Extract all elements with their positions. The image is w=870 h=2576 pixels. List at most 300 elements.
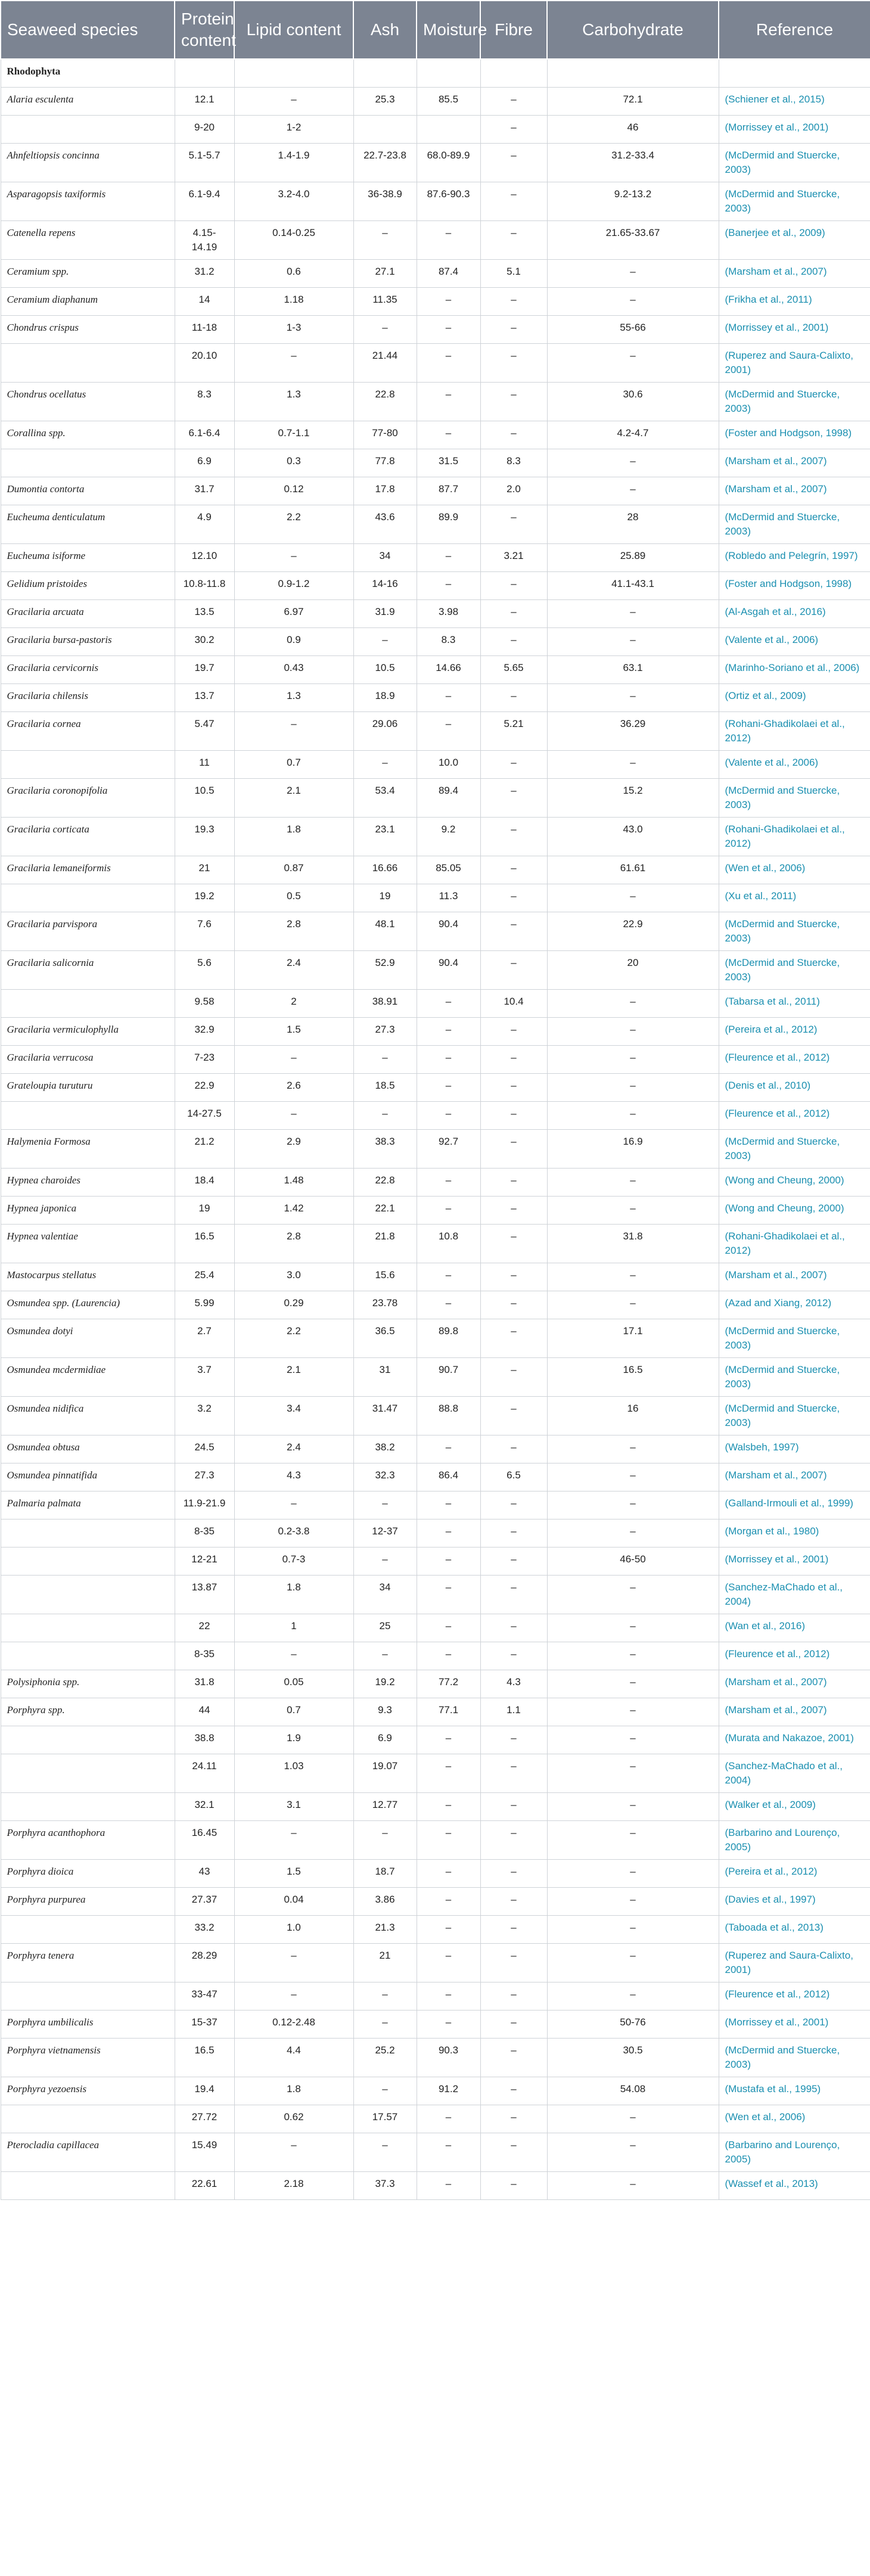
cell-species: Dumontia contorta [1,477,175,505]
cell-reference[interactable]: (Morrissey et al., 2001) [719,1548,870,1576]
table-row [1,1046,870,1074]
cell-reference[interactable]: (Walker et al., 2009) [719,1793,870,1821]
cell-lipid: 3.1 [234,1793,353,1821]
cell-fibre: – [480,2077,547,2105]
cell-ash: 27.3 [353,1018,417,1046]
cell-ash: 18.5 [353,1074,417,1102]
cell-species: Hypnea valentiae [1,1225,175,1263]
cell-species: Hypnea japonica [1,1197,175,1225]
cell-reference[interactable]: (McDermid and Stuercke, 2003) [719,912,870,951]
cell-ash: 38.2 [353,1435,417,1463]
cell-fibre: – [480,1754,547,1793]
cell-fibre: – [480,1520,547,1548]
cell-lipid: 3.4 [234,1397,353,1435]
cell-lipid: 1.9 [234,1726,353,1754]
table-row [1,712,870,751]
cell-moisture: – [417,383,480,421]
cell-reference[interactable]: (Mustafa et al., 1995) [719,2077,870,2105]
header-carbohydrate: Carbohydrate [547,1,719,59]
cell-moisture: 85.5 [417,88,480,116]
cell-reference[interactable]: (Foster and Hodgson, 1998) [719,421,870,449]
cell-lipid: 6.97 [234,600,353,628]
table-row [1,1463,870,1491]
cell-lipid: 0.6 [234,260,353,288]
cell-protein: 18.4 [175,1169,234,1197]
cell-reference[interactable]: (Azad and Xiang, 2012) [719,1291,870,1319]
cell-fibre: – [480,182,547,221]
cell-species [1,2172,175,2200]
cell-species: Palmaria palmata [1,1491,175,1520]
cell-moisture: – [417,221,480,260]
table-row [1,1358,870,1397]
cell-protein: 5.6 [175,951,234,990]
cell-fibre: – [480,1074,547,1102]
cell-carbohydrate: – [547,1576,719,1614]
cell-moisture: – [417,684,480,712]
cell-reference[interactable]: (McDermid and Stuercke, 2003) [719,1130,870,1169]
cell-carbohydrate: – [547,628,719,656]
cell-fibre: – [480,884,547,912]
cell-reference[interactable]: (Marsham et al., 2007) [719,1698,870,1726]
cell-reference[interactable]: (Wan et al., 2016) [719,1614,870,1642]
cell-moisture: 89.9 [417,505,480,544]
cell-reference[interactable]: (Sanchez-MaChado et al., 2004) [719,1754,870,1793]
cell-species: Gracilaria cornea [1,712,175,751]
cell-moisture: 90.7 [417,1358,480,1397]
cell-lipid: 1.48 [234,1169,353,1197]
cell-ash: – [353,1548,417,1576]
table-row [1,751,870,779]
table-row [1,1754,870,1793]
table-row [1,1944,870,1983]
cell-reference[interactable]: (Morrissey et al., 2001) [719,316,870,344]
cell-protein: 3.7 [175,1358,234,1397]
cell-fibre: – [480,600,547,628]
cell-ash: 31 [353,1358,417,1397]
header-species: Seaweed species [1,1,175,59]
cell-species [1,884,175,912]
cell-reference[interactable]: (Foster and Hodgson, 1998) [719,572,870,600]
cell-ash: 25 [353,1614,417,1642]
cell-species [1,1614,175,1642]
cell-carbohydrate: – [547,1614,719,1642]
table-row [1,144,870,182]
cell-moisture: – [417,1046,480,1074]
cell-fibre: – [480,2011,547,2039]
cell-reference[interactable]: (Murata and Nakazoe, 2001) [719,1726,870,1754]
cell-moisture: – [417,421,480,449]
cell-reference[interactable]: (Al-Asgah et al., 2016) [719,600,870,628]
table-row [1,1642,870,1670]
cell-ash: 36-38.9 [353,182,417,221]
cell-carbohydrate: – [547,1046,719,1074]
cell-reference[interactable]: (Barbarino and Lourenço, 2005) [719,2133,870,2172]
cell-moisture: 91.2 [417,2077,480,2105]
table-row [1,1397,870,1435]
cell-carbohydrate: – [547,1888,719,1916]
cell-moisture: – [417,1197,480,1225]
cell-reference[interactable]: (McDermid and Stuercke, 2003) [719,383,870,421]
cell-moisture: 10.8 [417,1225,480,1263]
cell-protein: 6.1-9.4 [175,182,234,221]
cell-reference[interactable]: (Wassef et al., 2013) [719,2172,870,2200]
cell-carbohydrate: 30.6 [547,383,719,421]
cell-protein: 21.2 [175,1130,234,1169]
cell-carbohydrate: 50-76 [547,2011,719,2039]
cell-protein: 33.2 [175,1916,234,1944]
table-row [1,1074,870,1102]
cell-reference[interactable]: (Fleurence et al., 2012) [719,1983,870,2011]
cell-reference[interactable]: (Sanchez-MaChado et al., 2004) [719,1576,870,1614]
cell-fibre: – [480,1576,547,1614]
cell-reference[interactable]: (Morrissey et al., 2001) [719,2011,870,2039]
cell-lipid: 0.43 [234,656,353,684]
cell-protein: 30.2 [175,628,234,656]
cell-reference[interactable]: (Tabarsa et al., 2011) [719,990,870,1018]
cell-reference[interactable]: (Ortiz et al., 2009) [719,684,870,712]
cell-reference[interactable]: (Wong and Cheung, 2000) [719,1197,870,1225]
cell-carbohydrate: 4.2-4.7 [547,421,719,449]
cell-moisture: – [417,990,480,1018]
table-row [1,1435,870,1463]
cell-carbohydrate: – [547,684,719,712]
cell-protein: 28.29 [175,1944,234,1983]
cell-species [1,1726,175,1754]
cell-carbohydrate: – [547,2172,719,2200]
cell-reference[interactable]: (Walsbeh, 1997) [719,1435,870,1463]
cell-protein: 8.3 [175,383,234,421]
cell-reference[interactable]: (Schiener et al., 2015) [719,88,870,116]
table-row [1,779,870,818]
cell-reference[interactable]: (Ruperez and Saura-Calixto, 2001) [719,344,870,383]
cell-ash: 12.77 [353,1793,417,1821]
cell-reference[interactable]: (McDermid and Stuercke, 2003) [719,505,870,544]
cell-species: Ceramium spp. [1,260,175,288]
cell-lipid: 3.0 [234,1263,353,1291]
cell-species: Porphyra umbilicalis [1,2011,175,2039]
cell-fibre: – [480,1726,547,1754]
table-row [1,288,870,316]
cell-ash: 31.9 [353,600,417,628]
group-label: Rhodophyta [1,59,175,88]
cell-carbohydrate: – [547,1074,719,1102]
cell-moisture: 77.1 [417,1698,480,1726]
cell-fibre: – [480,1435,547,1463]
cell-reference[interactable]: (Marinho-Soriano et al., 2006) [719,656,870,684]
cell-reference[interactable]: (Valente et al., 2006) [719,628,870,656]
cell-reference[interactable]: (Robledo and Pelegrín, 1997) [719,544,870,572]
cell-moisture [417,116,480,144]
cell-moisture: 90.4 [417,912,480,951]
cell-ash: 17.57 [353,2105,417,2133]
cell-carbohydrate: 72.1 [547,88,719,116]
cell-carbohydrate: 43.0 [547,818,719,856]
cell-carbohydrate: 22.9 [547,912,719,951]
cell-reference[interactable]: (Banerjee et al., 2009) [719,221,870,260]
cell-reference[interactable]: (Rohani-Ghadikolaei et al., 2012) [719,818,870,856]
cell-moisture: – [417,1548,480,1576]
cell-species: Gracilaria bursa-pastoris [1,628,175,656]
cell-protein: 19.4 [175,2077,234,2105]
cell-moisture: – [417,344,480,383]
cell-lipid: 2.1 [234,1358,353,1397]
cell-moisture: – [417,1793,480,1821]
cell-reference[interactable]: (Denis et al., 2010) [719,1074,870,1102]
cell-moisture: – [417,1916,480,1944]
cell-reference[interactable]: (Ruperez and Saura-Calixto, 2001) [719,1944,870,1983]
header-moisture: Moisture [417,1,480,59]
cell-lipid: 0.05 [234,1670,353,1698]
cell-lipid: 0.87 [234,856,353,884]
cell-reference[interactable]: (Rohani-Ghadikolaei et al., 2012) [719,1225,870,1263]
cell-ash: 36.5 [353,1319,417,1358]
cell-fibre: 5.1 [480,260,547,288]
cell-protein: 31.2 [175,260,234,288]
cell-moisture: – [417,288,480,316]
cell-reference[interactable]: (Rohani-Ghadikolaei et al., 2012) [719,712,870,751]
cell-reference[interactable]: (Pereira et al., 2012) [719,1860,870,1888]
cell-protein: 16.45 [175,1821,234,1860]
cell-lipid: 1.3 [234,383,353,421]
table-row [1,505,870,544]
cell-carbohydrate: – [547,1102,719,1130]
cell-carbohydrate: 55-66 [547,316,719,344]
cell-carbohydrate: – [547,449,719,477]
cell-moisture: – [417,2105,480,2133]
cell-reference[interactable]: (Marsham et al., 2007) [719,1263,870,1291]
table-row [1,1169,870,1197]
cell-reference[interactable]: (Frikha et al., 2011) [719,288,870,316]
table-row [1,1491,870,1520]
cell-reference[interactable]: (Marsham et al., 2007) [719,449,870,477]
cell-ash: 6.9 [353,1726,417,1754]
cell-ash: 23.78 [353,1291,417,1319]
cell-ash: 38.3 [353,1130,417,1169]
cell-fibre: – [480,1197,547,1225]
cell-species: Gracilaria coronopifolia [1,779,175,818]
cell-ash: 21.8 [353,1225,417,1263]
cell-protein: 4.15-14.19 [175,221,234,260]
cell-fibre: – [480,505,547,544]
table-row [1,2077,870,2105]
cell-carbohydrate: 36.29 [547,712,719,751]
cell-protein: 27.37 [175,1888,234,1916]
cell-moisture: – [417,1754,480,1793]
cell-species [1,1916,175,1944]
cell-lipid: 0.12 [234,477,353,505]
cell-reference[interactable]: (Valente et al., 2006) [719,751,870,779]
cell-protein: 11.9-21.9 [175,1491,234,1520]
cell-species: Polysiphonia spp. [1,1670,175,1698]
cell-fibre: – [480,684,547,712]
cell-moisture: – [417,1074,480,1102]
cell-protein: 15.49 [175,2133,234,2172]
cell-species: Grateloupia turuturu [1,1074,175,1102]
cell-reference[interactable]: (Pereira et al., 2012) [719,1018,870,1046]
cell-species: Corallina spp. [1,421,175,449]
cell-reference[interactable]: (Marsham et al., 2007) [719,477,870,505]
cell-lipid: 1.03 [234,1754,353,1793]
cell-moisture: – [417,1726,480,1754]
cell-moisture: – [417,1614,480,1642]
cell-species: Hypnea charoides [1,1169,175,1197]
cell-carbohydrate: – [547,260,719,288]
cell-protein: 4.9 [175,505,234,544]
cell-lipid: – [234,1821,353,1860]
cell-fibre: – [480,421,547,449]
table-row [1,1860,870,1888]
cell-species: Osmundea nidifica [1,1397,175,1435]
cell-ash: 19.2 [353,1670,417,1698]
cell-reference[interactable]: (Wen et al., 2006) [719,2105,870,2133]
cell-species: Eucheuma denticulatum [1,505,175,544]
cell-lipid: 2.8 [234,1225,353,1263]
cell-carbohydrate: – [547,1793,719,1821]
cell-ash: 17.8 [353,477,417,505]
cell-fibre: – [480,1888,547,1916]
table-row [1,1197,870,1225]
cell-reference[interactable]: (Galland-Irmouli et al., 1999) [719,1491,870,1520]
cell-protein: 33-47 [175,1983,234,2011]
cell-moisture: – [417,316,480,344]
table-row [1,1670,870,1698]
cell-moisture: 9.2 [417,818,480,856]
cell-ash: 48.1 [353,912,417,951]
cell-reference[interactable]: (McDermid and Stuercke, 2003) [719,2039,870,2077]
cell-reference[interactable]: (Wen et al., 2006) [719,856,870,884]
cell-species [1,116,175,144]
cell-fibre: – [480,1018,547,1046]
cell-reference[interactable]: (Fleurence et al., 2012) [719,1102,870,1130]
cell-carbohydrate: 17.1 [547,1319,719,1358]
cell-reference[interactable]: (McDermid and Stuercke, 2003) [719,951,870,990]
cell-fibre: – [480,1102,547,1130]
cell-reference[interactable]: (Taboada et al., 2013) [719,1916,870,1944]
cell-ash: 21 [353,1944,417,1983]
cell-moisture: – [417,1263,480,1291]
cell-species [1,1793,175,1821]
cell-lipid: 0.7 [234,1698,353,1726]
cell-reference[interactable]: (Wong and Cheung, 2000) [719,1169,870,1197]
cell-carbohydrate: 30.5 [547,2039,719,2077]
cell-lipid: – [234,344,353,383]
cell-reference[interactable]: (McDermid and Stuercke, 2003) [719,779,870,818]
table-row [1,1821,870,1860]
cell-carbohydrate: – [547,1642,719,1670]
cell-ash: – [353,2011,417,2039]
cell-reference[interactable]: (Morrissey et al., 2001) [719,116,870,144]
cell-reference[interactable]: (Barbarino and Lourenço, 2005) [719,1821,870,1860]
cell-protein: 13.5 [175,600,234,628]
cell-protein: 12-21 [175,1548,234,1576]
cell-lipid: 1.4-1.9 [234,144,353,182]
table-row [1,884,870,912]
table-row [1,1225,870,1263]
cell-fibre: 1.1 [480,1698,547,1726]
table-row [1,182,870,221]
cell-fibre: – [480,1358,547,1397]
cell-reference[interactable]: (Fleurence et al., 2012) [719,1046,870,1074]
cell-moisture: 11.3 [417,884,480,912]
cell-species [1,344,175,383]
cell-reference[interactable]: (McDermid and Stuercke, 2003) [719,144,870,182]
cell-carbohydrate: 9.2-13.2 [547,182,719,221]
table-row [1,2172,870,2200]
table-row [1,1291,870,1319]
cell-carbohydrate: – [547,1291,719,1319]
cell-carbohydrate: – [547,1018,719,1046]
cell-fibre: – [480,951,547,990]
cell-moisture: – [417,2011,480,2039]
cell-moisture: – [417,1102,480,1130]
cell-species [1,1754,175,1793]
cell-species: Osmundea obtusa [1,1435,175,1463]
cell-lipid: – [234,1491,353,1520]
table-row [1,344,870,383]
cell-moisture: – [417,1944,480,1983]
cell-carbohydrate: 31.8 [547,1225,719,1263]
cell-reference[interactable]: (McDermid and Stuercke, 2003) [719,1397,870,1435]
cell-protein: 22.9 [175,1074,234,1102]
cell-reference[interactable]: (Morgan et al., 1980) [719,1520,870,1548]
cell-carbohydrate: – [547,1698,719,1726]
cell-protein: 12.10 [175,544,234,572]
cell-lipid: 1-3 [234,316,353,344]
cell-ash: 16.66 [353,856,417,884]
cell-ash: – [353,1102,417,1130]
cell-lipid: – [234,1642,353,1670]
cell-carbohydrate: – [547,884,719,912]
cell-reference[interactable]: (Marsham et al., 2007) [719,1463,870,1491]
table-row [1,1916,870,1944]
cell-reference[interactable]: (Xu et al., 2011) [719,884,870,912]
cell-reference[interactable]: (Marsham et al., 2007) [719,260,870,288]
cell-reference[interactable]: (McDermid and Stuercke, 2003) [719,182,870,221]
cell-species: Porphyra spp. [1,1698,175,1726]
cell-carbohydrate: 21.65-33.67 [547,221,719,260]
cell-carbohydrate: 28 [547,505,719,544]
cell-moisture: – [417,1018,480,1046]
cell-carbohydrate: – [547,1916,719,1944]
table-row [1,818,870,856]
header-lipid: Lipid content [234,1,353,59]
cell-fibre: – [480,288,547,316]
cell-moisture: – [417,1983,480,2011]
cell-lipid: – [234,88,353,116]
cell-carbohydrate: 16.9 [547,1130,719,1169]
cell-moisture: – [417,712,480,751]
cell-species [1,1548,175,1576]
cell-lipid: 2.4 [234,1435,353,1463]
cell-species: Catenella repens [1,221,175,260]
cell-fibre: – [480,2039,547,2077]
cell-reference[interactable]: (Marsham et al., 2007) [719,1670,870,1698]
cell-carbohydrate: 63.1 [547,656,719,684]
cell-lipid: – [234,1102,353,1130]
header-protein: Protein content [175,1,234,59]
cell-fibre: – [480,1291,547,1319]
cell-moisture: – [417,1169,480,1197]
cell-lipid: – [234,712,353,751]
cell-moisture: – [417,2172,480,2200]
cell-reference[interactable]: (Davies et al., 1997) [719,1888,870,1916]
table-row [1,1102,870,1130]
cell-reference[interactable]: (Fleurence et al., 2012) [719,1642,870,1670]
cell-reference[interactable]: (McDermid and Stuercke, 2003) [719,1358,870,1397]
cell-moisture: 92.7 [417,1130,480,1169]
cell-reference[interactable]: (McDermid and Stuercke, 2003) [719,1319,870,1358]
cell-fibre: – [480,2172,547,2200]
